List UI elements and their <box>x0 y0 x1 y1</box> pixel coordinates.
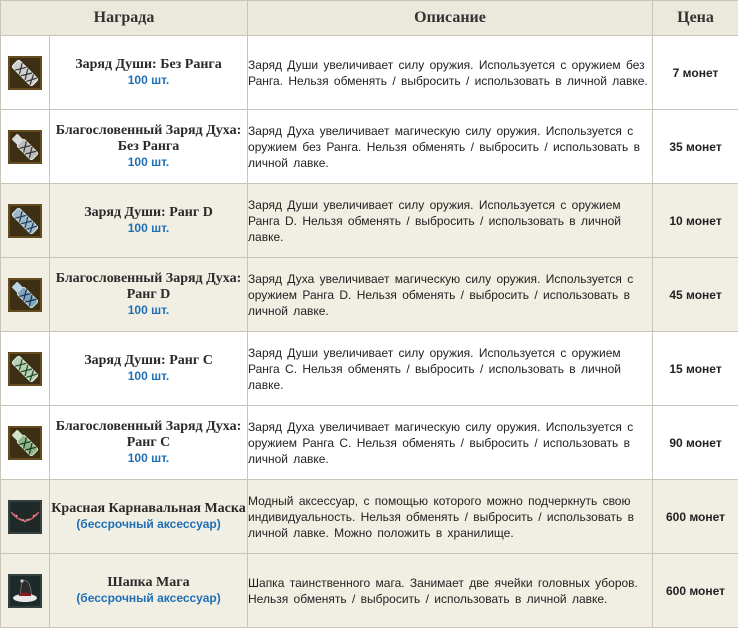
item-quantity: (бессрочный аксессуар) <box>76 591 221 605</box>
item-name: Благословенный Заряд Духа: Ранг C <box>55 419 242 450</box>
table-row <box>1 184 738 258</box>
item-quantity: 100 шт. <box>127 451 170 465</box>
table-row <box>1 554 738 628</box>
table-row <box>1 332 738 406</box>
item-price: 10 монет <box>653 184 738 258</box>
table-row <box>1 110 738 184</box>
item-price: 35 монет <box>653 110 738 184</box>
table-row <box>1 258 738 332</box>
wizard-hat-icon <box>8 574 42 608</box>
header-price: Цена <box>653 1 738 36</box>
item-price: 45 монет <box>653 258 738 332</box>
item-name: Красная Карнавальная Маска <box>51 501 246 516</box>
item-name: Благословенный Заряд Духа: Ранг D <box>55 271 242 302</box>
item-quantity: 100 шт. <box>127 73 170 87</box>
soulshot-no-grade-icon <box>8 56 42 90</box>
item-name: Шапка Мага <box>107 575 190 590</box>
item-price: 600 монет <box>653 480 738 554</box>
item-quantity: 100 шт. <box>127 303 170 317</box>
item-quantity: 100 шт. <box>127 221 170 235</box>
table-header-row <box>1 1 738 36</box>
item-name: Заряд Души: Ранг C <box>84 353 213 368</box>
red-carnival-mask-icon <box>8 500 42 534</box>
item-name: Благословенный Заряд Духа: Без Ранга <box>55 123 242 154</box>
table-row <box>1 406 738 480</box>
header-description: Описание <box>248 1 653 36</box>
blessed-spiritshot-no-grade-icon <box>8 130 42 164</box>
item-name: Заряд Души: Ранг D <box>84 205 213 220</box>
item-name: Заряд Души: Без Ранга <box>75 57 222 72</box>
item-price: 15 монет <box>653 332 738 406</box>
item-description: Заряд Духа увеличивает магическую силу оружия. Используется с оружием Ранга D. Нельзя обменять / выбросить / использовать в личной лавке. <box>248 258 653 332</box>
blessed-spiritshot-c-grade-icon <box>8 426 42 460</box>
item-description: Модный аксессуар, с помощью которого можно подчеркнуть свою индивидуальность. Нельзя обменять / выбросить / использовать в личной лавке. Можно положить в хранилище. <box>248 480 653 554</box>
item-description: Заряд Духа увеличивает магическую силу оружия. Используется с оружием Ранга C. Нельзя обменять / выбросить / использовать в личной лавке. <box>248 406 653 480</box>
table-row <box>1 36 738 110</box>
item-description: Заряд Души увеличивает силу оружия. Используется с оружием Ранга C. Нельзя обменять / выбросить / использовать в личной лавке. <box>248 332 653 406</box>
soulshot-d-grade-icon <box>8 204 42 238</box>
blessed-spiritshot-d-grade-icon <box>8 278 42 312</box>
table-row <box>1 480 738 554</box>
soulshot-c-grade-icon <box>8 352 42 386</box>
item-description: Заряд Души увеличивает силу оружия. Используется с оружием без Ранга. Нельзя обменять / выбросить / использовать в личной лавке. <box>248 36 653 110</box>
item-quantity: (бессрочный аксессуар) <box>76 517 221 531</box>
item-price: 600 монет <box>653 554 738 628</box>
item-description: Шапка таинственного мага. Занимает две ячейки головных уборов. Нельзя обменять / выбросить / использовать в личной лавке. <box>248 554 653 628</box>
item-quantity: 100 шт. <box>127 369 170 383</box>
item-description: Заряд Духа увеличивает магическую силу оружия. Используется с оружием без Ранга. Нельзя обменять / выбросить / использовать в личной лавке. <box>248 110 653 184</box>
item-description: Заряд Души увеличивает силу оружия. Используется с оружием Ранга D. Нельзя обменять / выбросить / использовать в личной лавке. <box>248 184 653 258</box>
item-price: 7 монет <box>653 36 738 110</box>
item-quantity: 100 шт. <box>127 155 170 169</box>
header-reward: Награда <box>1 1 248 36</box>
item-price: 90 монет <box>653 406 738 480</box>
